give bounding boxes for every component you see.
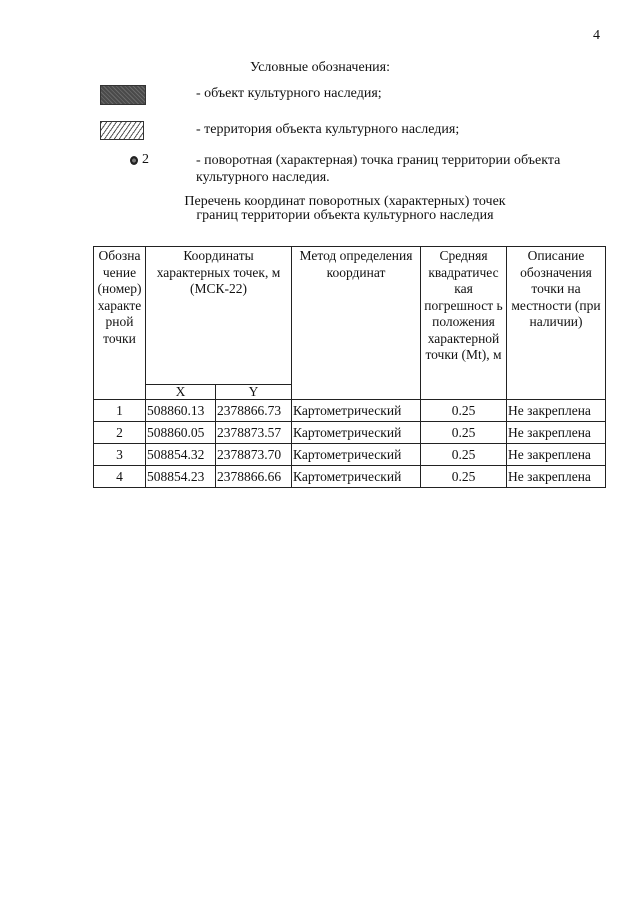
cell-error: 0.25 — [421, 444, 507, 466]
hatched-swatch-icon — [100, 121, 144, 140]
cell-number: 4 — [94, 466, 146, 488]
cell-error: 0.25 — [421, 400, 507, 422]
cell-y: 2378866.66 — [216, 466, 292, 488]
cell-description: Не закреплена — [507, 400, 606, 422]
header-error: Средняя квадратичес кая погрешност ь положения характерной точки (Mt), м — [421, 247, 507, 400]
cell-error: 0.25 — [421, 422, 507, 444]
cell-description: Не закреплена — [507, 444, 606, 466]
cell-x: 508854.32 — [146, 444, 216, 466]
list-title-line-2: границ территории объекта культурного наследия — [196, 208, 494, 223]
cell-error: 0.25 — [421, 466, 507, 488]
cell-y: 2378866.73 — [216, 400, 292, 422]
table-row — [94, 400, 606, 422]
legend-item-text: - объект культурного наследия; — [196, 86, 382, 101]
cell-y: 2378873.57 — [216, 422, 292, 444]
header-y: Y — [216, 385, 292, 400]
cell-y: 2378873.70 — [216, 444, 292, 466]
header-description: Описание обозначения точки на местности (при наличии) — [507, 247, 606, 400]
cell-method: Картометрический — [292, 444, 421, 466]
cell-description: Не закреплена — [507, 466, 606, 488]
legend-title: Условные обозначения: — [249, 60, 391, 75]
cell-x: 508854.23 — [146, 466, 216, 488]
cell-method: Картометрический — [292, 400, 421, 422]
header-designation: Обозна чение (номер) характе рной точки — [94, 247, 146, 400]
legend-item-text: - территория объекта культурного наследия; — [196, 122, 460, 137]
cell-number: 2 — [94, 422, 146, 444]
point-marker-icon — [130, 156, 138, 165]
dark-filled-swatch-icon — [100, 85, 146, 105]
cell-x: 508860.13 — [146, 400, 216, 422]
coordinates-table — [93, 246, 606, 488]
list-title — [0, 195, 640, 223]
cell-method: Картометрический — [292, 422, 421, 444]
cell-number: 3 — [94, 444, 146, 466]
table-row — [94, 466, 606, 488]
cell-description: Не закреплена — [507, 422, 606, 444]
table-row — [94, 444, 606, 466]
legend-item-text: - поворотная (характерная) точка границ территории объекта культурного наследия. — [196, 153, 561, 185]
header-method: Метод определения координат — [292, 247, 421, 400]
point-marker-label: 2 — [142, 152, 149, 167]
table-row — [94, 422, 606, 444]
cell-number: 1 — [94, 400, 146, 422]
cell-method: Картометрический — [292, 466, 421, 488]
list-title-line-1: Перечень координат поворотных (характерных) точек — [184, 194, 506, 209]
page-number: 4 — [593, 28, 600, 43]
cell-x: 508860.05 — [146, 422, 216, 444]
header-x: X — [146, 385, 216, 400]
point-symbol — [130, 152, 149, 168]
header-coordinates: Координаты характерных точек, м (МСК-22) — [146, 247, 292, 385]
